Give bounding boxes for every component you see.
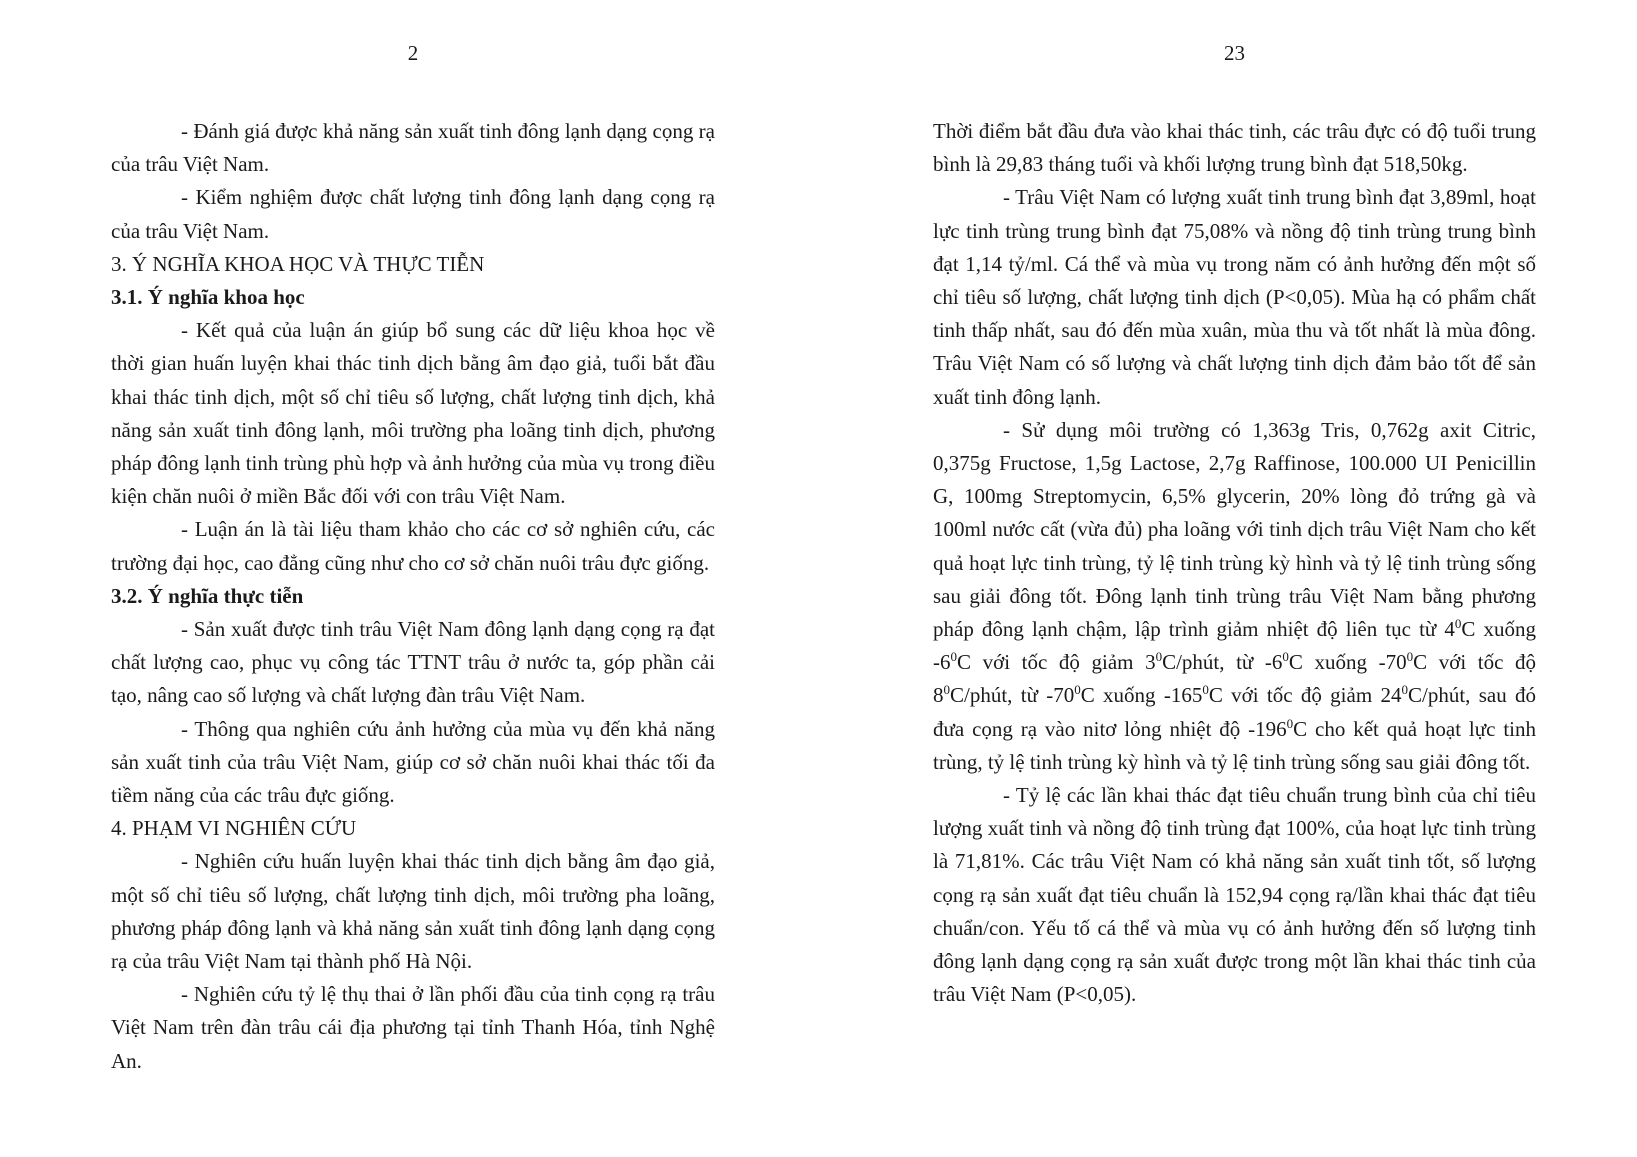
objective-paragraph-1: - Đánh giá được khả năng sản xuất tinh đông lạnh dạng cọng rạ của trâu Việt Nam. — [111, 119, 715, 177]
right-page-content — [933, 115, 1536, 1011]
scientific-significance-paragraph-1: - Kết quả của luận án giúp bổ sung các dữ liệu khoa học về thời gian huấn luyện khai thác tinh dịch bằng âm đạo giả, tuổi bắt đầu khai thác tinh dịch, một số chỉ tiêu số lượng, chất lượng tinh dịch, khả năng sản xuất tinh đông lạnh, môi trường pha loãng tinh dịch, phương pháp đông lạnh tinh trùng phù hợp và ảnh hưởng của mùa vụ trong điều kiện chăn nuôi ở miền Bắc đối với con trâu Việt Nam. — [111, 318, 715, 509]
practical-significance-paragraph-1: - Sản xuất được tinh trâu Việt Nam đông lạnh dạng cọng rạ đạt chất lượng cao, phục vụ công tác TTNT trâu ở nước ta, góp phần cải tạo, nâng cao số lượng và chất lượng đàn trâu Việt Nam. — [111, 617, 715, 708]
text-segment: C xuống -165 — [1080, 683, 1203, 708]
text-segment: C/phút, sau đó đưa cọng rạ vào nitơ lỏng nhiệt độ -196 — [933, 683, 1537, 741]
text-segment: - Sử dụng môi trường có 1,363g Tris, 0,762g axit Citric, 0,375g Fructose, 1,5g Lactose, 2,7g Raffinose, 100.000 UI Penicillin G, 100mg Streptomycin, 6,5% glycerin, 20% lòng đỏ trứng gà và 100ml nước cất (vừa đủ) pha loãng với tinh dịch trâu Việt Nam cho kết quả hoạt lực tinh trùng, tỷ lệ tinh trùng kỳ hình và tỷ lệ tinh trùng sống sau giải đông tốt. Đông lạnh tinh trùng trâu Việt Nam bằng phương pháp đông lạnh chậm, lập trình giảm nhiệt độ liên tục từ 4 — [933, 417, 1536, 642]
section-heading-3: 3. Ý NGHĨA KHOA HỌC VÀ THỰC TIỄN — [111, 251, 485, 276]
degree-superscript: 0 — [1454, 616, 1462, 632]
degree-superscript: 0 — [1282, 649, 1289, 665]
conclusion-paragraph-3 — [933, 414, 1536, 779]
left-page-content — [111, 115, 715, 1078]
text-segment: C với tốc độ giảm 3 — [957, 650, 1156, 675]
right-page-number: 23 — [1224, 41, 1245, 65]
degree-superscript: 0 — [1202, 682, 1209, 698]
objective-paragraph-2: - Kiểm nghiệm được chất lượng tinh đông lạnh dạng cọng rạ của trâu Việt Nam. — [111, 185, 715, 243]
conclusion-paragraph-2: - Trâu Việt Nam có lượng xuất tinh trung bình đạt 3,89ml, hoạt lực tinh trùng trung bình đạt 75,08% và nồng độ tinh trùng trung bình đạt 1,14 tỷ/ml. Cá thể và mùa vụ trong năm có ảnh hưởng đến một số chỉ tiêu số lượng, chất lượng tinh dịch (P<0,05). Mùa hạ có phẩm chất tinh thấp nhất, sau đó đến mùa xuân, mùa thu và tốt nhất là mùa đông. Trâu Việt Nam có số lượng và chất lượng tinh dịch đảm bảo tốt để sản xuất tinh đông lạnh. — [933, 185, 1536, 409]
degree-superscript: 0 — [1401, 682, 1408, 698]
subsection-heading-3-1: 3.1. Ý nghĩa khoa học — [111, 285, 305, 310]
text-segment: C với tốc độ 8 — [933, 650, 1537, 708]
degree-superscript: 0 — [1286, 715, 1294, 731]
section-heading-4: 4. PHẠM VI NGHIÊN CỨU — [111, 816, 357, 841]
text-segment: C/phút, từ -6 — [1162, 650, 1283, 675]
scope-paragraph-2: - Nghiên cứu tỷ lệ thụ thai ở lần phối đầu của tinh cọng rạ trâu Việt Nam trên đàn trâu cái địa phương tại tỉnh Thanh Hóa, tỉnh Nghệ An. — [111, 982, 715, 1073]
degree-superscript: 0 — [943, 682, 950, 698]
text-segment: C xuống -6 — [933, 617, 1536, 675]
left-page-number: 2 — [407, 41, 419, 65]
degree-superscript: 0 — [1074, 682, 1081, 698]
text-segment: C/phút, từ -70 — [950, 683, 1075, 708]
degree-superscript: 0 — [1406, 649, 1414, 665]
text-segment: C với tốc độ giảm 24 — [1208, 683, 1402, 708]
left-page — [111, 0, 715, 1157]
degree-superscript: 0 — [1155, 649, 1163, 665]
subsection-heading-3-2: 3.2. Ý nghĩa thực tiễn — [111, 583, 304, 608]
conclusion-paragraph-4: - Tỷ lệ các lần khai thác đạt tiêu chuẩn trung bình của chỉ tiêu lượng xuất tinh và nồng độ tinh trùng đạt 100%, của hoạt lực tinh trùng là 71,81%. Các trâu Việt Nam có khả năng sản xuất tinh tốt, số lượng cọng rạ sản xuất đạt tiêu chuẩn là 152,94 cọng rạ/lần khai thác đạt tiêu chuẩn/con. Yếu tố cá thể và mùa vụ có ảnh hưởng đến số lượng tinh đông lạnh dạng cọng rạ sản xuất được trong một lần khai thác tinh của trâu Việt Nam (P<0,05). — [933, 783, 1536, 1007]
right-page — [933, 0, 1536, 1157]
text-segment: C xuống -70 — [1288, 650, 1407, 675]
text-segment: C cho kết quả hoạt lực tinh trùng, tỷ lệ tinh trùng kỳ hình và tỷ lệ tinh trùng sống sau giải đông tốt. — [933, 716, 1536, 774]
scientific-significance-paragraph-2: - Luận án là tài liệu tham khảo cho các cơ sở nghiên cứu, các trường đại học, cao đẳng cũng như cho cơ sở chăn nuôi trâu đực giống. — [111, 517, 715, 575]
degree-superscript: 0 — [950, 649, 957, 665]
conclusion-paragraph-1: Thời điểm bắt đầu đưa vào khai thác tinh, các trâu đực có độ tuổi trung bình là 29,83 tháng tuổi và khối lượng trung bình đạt 518,50kg. — [933, 119, 1536, 177]
practical-significance-paragraph-2: - Thông qua nghiên cứu ảnh hưởng của mùa vụ đến khả năng sản xuất tinh của trâu Việt Nam, giúp cơ sở chăn nuôi khai thác tối đa tiềm năng của các trâu đực giống. — [111, 716, 715, 808]
scope-paragraph-1: - Nghiên cứu huấn luyện khai thác tinh dịch bằng âm đạo giả, một số chỉ tiêu số lượng, chất lượng tinh dịch, môi trường pha loãng, phương pháp đông lạnh và khả năng sản xuất tinh đông lạnh dạng cọng rạ của trâu Việt Nam tại thành phố Hà Nội. — [111, 849, 715, 974]
